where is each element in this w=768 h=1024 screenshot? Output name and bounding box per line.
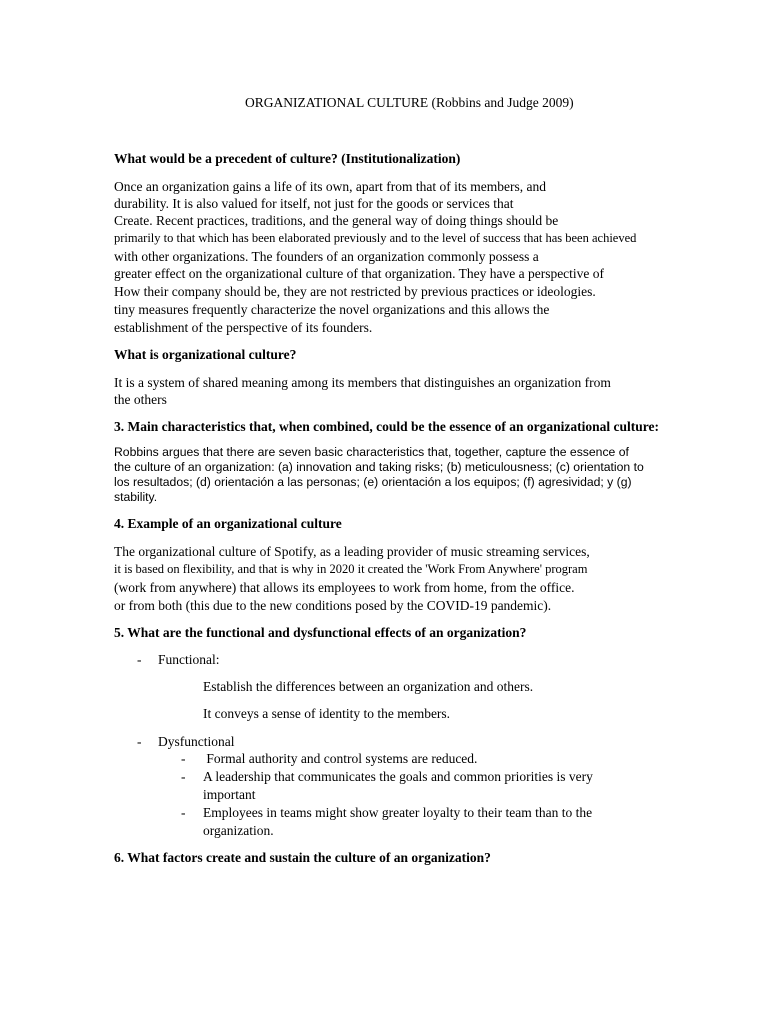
section6-heading: 6. What factors create and sustain the culture of an organization?: [114, 850, 491, 865]
section1-line: establishment of the perspective of its founders.: [114, 320, 373, 335]
section1-line: primarily to that which has been elaborated previously and to the level of success that has been achieved: [114, 231, 637, 245]
functional-label: Functional:: [158, 652, 220, 667]
list-dash: -: [181, 769, 186, 784]
section4-line: or from both (this due to the new conditions posed by the COVID-19 pandemic).: [114, 598, 552, 613]
section1-line: greater effect on the organizational culture of that organization. They have a perspective of: [114, 266, 605, 281]
section4-line: The organizational culture of Spotify, as a leading provider of music streaming services,: [114, 544, 590, 559]
section1-heading: What would be a precedent of culture? (Institutionalization): [114, 151, 461, 166]
functional-item: It conveys a sense of identity to the members.: [203, 706, 451, 721]
section5-heading: 5. What are the functional and dysfunctional effects of an organization?: [114, 625, 527, 640]
section2-heading: What is organizational culture?: [114, 347, 297, 362]
section3-line: los resultados; (d) orientación a las personas; (e) orientación a los equipos; (f) agresividad; y (g): [114, 475, 632, 489]
functional-item: Establish the differences between an organization and others.: [203, 679, 534, 694]
dysfunctional-item: organization.: [203, 823, 274, 838]
list-dash: -: [137, 652, 142, 667]
section2-line: the others: [114, 392, 167, 407]
section1-line: How their company should be, they are not restricted by previous practices or ideologies.: [114, 284, 596, 299]
list-dash: -: [181, 751, 186, 766]
dysfunctional-item: Employees in teams might show greater loyalty to their team than to the: [203, 805, 593, 820]
list-dash: -: [181, 805, 186, 820]
section1-line: durability. It is also valued for itself, not just for the goods or services that: [114, 196, 514, 211]
section4-heading: 4. Example of an organizational culture: [114, 516, 342, 531]
section2-line: It is a system of shared meaning among its members that distinguishes an organization from: [114, 375, 611, 390]
section1-line: with other organizations. The founders of an organization commonly possess a: [114, 249, 539, 264]
list-dash: -: [137, 734, 142, 749]
dysfunctional-label: Dysfunctional: [158, 734, 235, 749]
dysfunctional-item: A leadership that communicates the goals and common priorities is very: [203, 769, 593, 784]
section3-line: the culture of an organization: (a) innovation and taking risks; (b) meticulousness; (c) orientation to: [114, 460, 644, 474]
section3-heading: 3. Main characteristics that, when combined, could be the essence of an organizational culture:: [114, 419, 659, 434]
dysfunctional-item: important: [203, 787, 256, 802]
section3-line: stability.: [114, 490, 158, 504]
document-title: ORGANIZATIONAL CULTURE (Robbins and Judge 2009): [245, 95, 574, 110]
section1-line: tiny measures frequently characterize the novel organizations and this allows the: [114, 302, 550, 317]
section4-line: (work from anywhere) that allows its employees to work from home, from the office.: [114, 580, 575, 595]
section4-line: it is based on flexibility, and that is why in 2020 it created the 'Work From Anywhere' program: [114, 562, 588, 576]
section3-line: Robbins argues that there are seven basic characteristics that, together, capture the essence of: [114, 445, 629, 459]
dysfunctional-item: Formal authority and control systems are reduced.: [203, 751, 478, 766]
section1-line: Create. Recent practices, traditions, and the general way of doing things should be: [114, 213, 559, 228]
section1-line: Once an organization gains a life of its own, apart from that of its members, and: [114, 179, 546, 194]
